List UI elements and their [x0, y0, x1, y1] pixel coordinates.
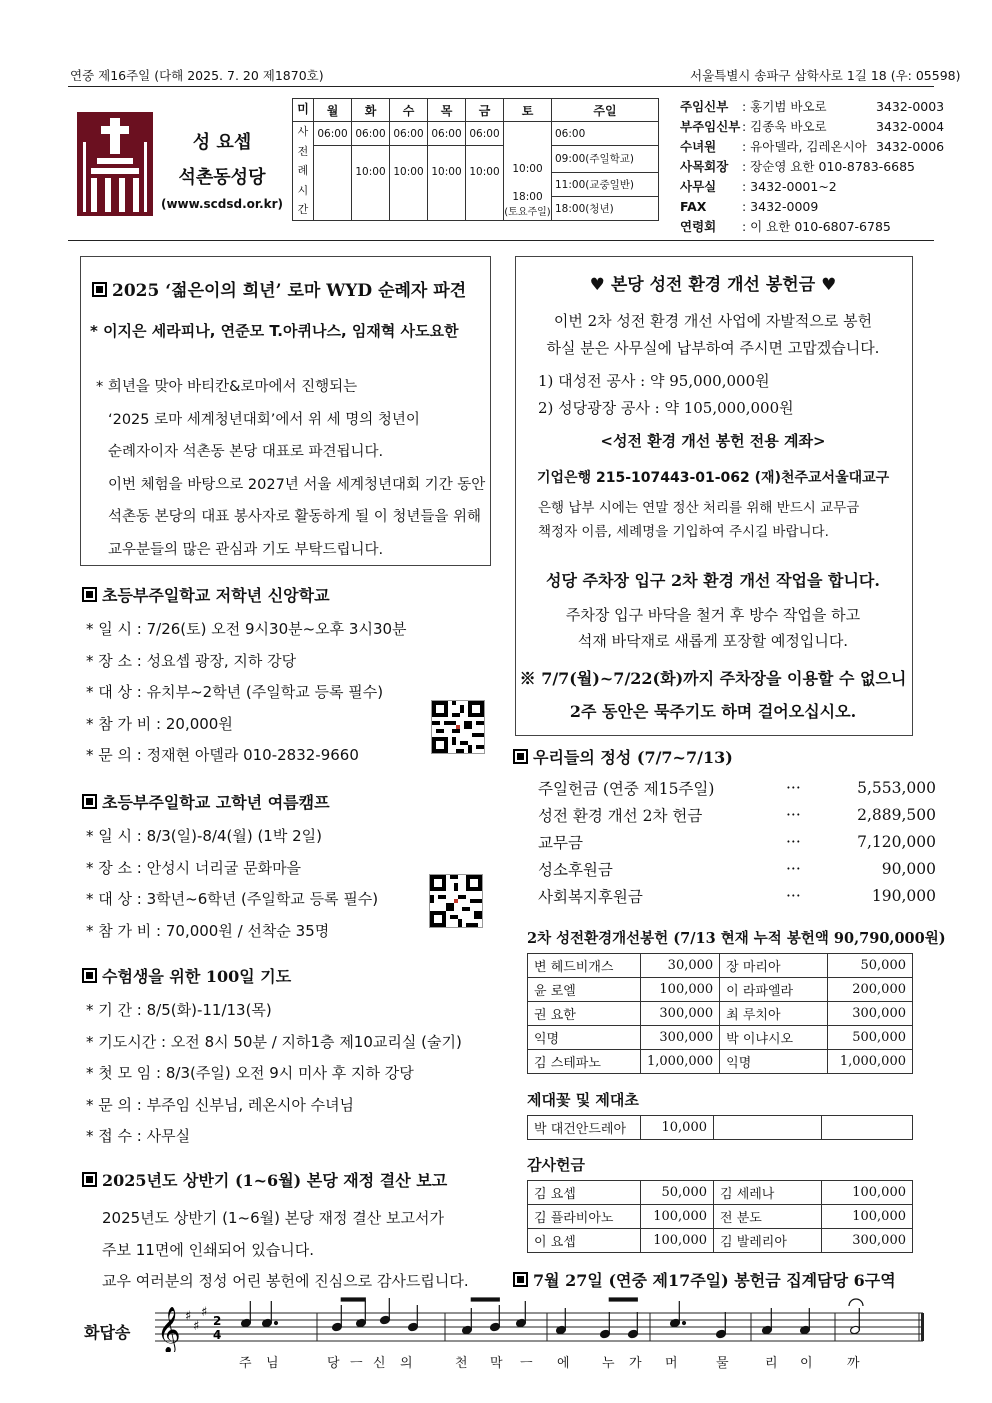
- parish-name-line2: 석촌동성당: [178, 167, 266, 188]
- parish-name-line1: 성 요셉: [192, 132, 252, 153]
- mass-tue-10: 10:00: [352, 146, 390, 221]
- staff-row: 사무실 : 3432-0001~2: [680, 179, 837, 194]
- table-row: 김 요셉 50,000 김 세레나 100,000: [528, 1181, 913, 1205]
- svg-text:2: 2: [213, 1314, 222, 1328]
- note-beam: [341, 1298, 365, 1301]
- day-wed: 수: [390, 99, 428, 122]
- note-dot: [275, 1322, 278, 1325]
- altar-title: 제대꽃 및 제대초: [527, 1091, 639, 1109]
- offering-row: 성전 환경 개선 2차 헌금 ··· 2,889,500: [538, 805, 936, 825]
- mass-thu-10: 10:00: [428, 146, 466, 221]
- note-beam: [471, 1298, 499, 1301]
- day-thu: 목: [428, 99, 466, 122]
- fermata-icon: [849, 1299, 863, 1306]
- mass-wed-am: 06:00: [390, 122, 428, 146]
- thanks-title: 감사헌금: [527, 1156, 585, 1174]
- finance-report-title: 2025년도 상반기 (1~6월) 본당 재정 결산 보고: [82, 1168, 447, 1191]
- donations-title: 2차 성전환경개선봉헌 (7/13 현재 누적 봉헌액 90,790,000원): [527, 930, 946, 947]
- square-bullet-icon: [82, 794, 97, 809]
- account-note: 은행 납부 시에는 연말 정산 처리를 위해 반드시 교무금 책정자 이름, 세례명을 기입하여 주시길 바랍니다.: [538, 500, 860, 540]
- staff-row: 수녀원 : 유아델라, 김레온시아 3432-0006: [680, 139, 945, 154]
- table-row: 권 요한 300,000 최 루치아 300,000: [528, 1002, 913, 1026]
- mass-label-top: 미: [293, 99, 314, 122]
- donations-table: [527, 953, 913, 1074]
- mass-label-vertical: 사 전 례 시 간: [293, 122, 314, 221]
- collection-duty-title: 7월 27일 (연중 제17주일) 봉헌금 집계담당 6구역: [513, 1268, 896, 1291]
- mass-sun-18: 18:00(청년): [552, 196, 659, 220]
- mass-fri-am: 06:00: [466, 122, 504, 146]
- issue-info: 연중 제16주일 (다해 2025. 7. 20 제1870호): [70, 68, 324, 83]
- parish-address: 서울특별시 송파구 삼학사로 1길 18 (우: 05598): [690, 68, 961, 83]
- square-bullet-icon: [513, 749, 528, 764]
- wyd-title: 2025 ‘젊은이의 희년’ 로마 WYD 순례자 파견: [92, 276, 466, 301]
- svg-text:♯: ♯: [201, 1305, 208, 1320]
- parking-title: 성당 주차장 입구 2차 환경 개선 작업을 합니다.: [546, 571, 880, 590]
- table-row: 익명 300,000 박 이냐시오 500,000: [528, 1026, 913, 1050]
- parking-body: 주차장 입구 바닥을 철거 후 방수 작업을 하고 석재 바닥재로 새롭게 포장할 예정입니다.: [565, 606, 861, 650]
- day-sat: 토: [504, 99, 552, 122]
- svg-text:♯: ♯: [193, 1319, 200, 1334]
- table-row: 김 스테파노 1,000,000 익명 1,000,000: [528, 1050, 913, 1074]
- staff-row: 주임신부 : 홍기범 바오로 3432-0003: [680, 99, 945, 114]
- env-title: ♥ 본당 성전 환경 개선 봉헌금 ♥: [589, 275, 837, 295]
- offering-row: 교무금 ··· 7,120,000: [538, 832, 936, 852]
- mass-fri-10: 10:00: [466, 146, 504, 221]
- staff-row: 부주임신부 : 김종욱 바오로 3432-0004: [680, 119, 945, 134]
- mass-wed-10: 10:00: [390, 146, 428, 221]
- exam-prayer-title: 수험생을 위한 100일 기도: [82, 964, 291, 987]
- square-bullet-icon: [82, 968, 97, 983]
- table-row: 박 대건안드레아 10,000: [528, 1116, 913, 1140]
- school-low-details: * 일 시 : 7/26(토) 오전 9시30분~오후 3시30분 * 장 소 : 성요셉 광장, 지하 강당 * 대 상 : 유치부~2학년 (주일학교 등록 필수) * 참 가 비 : 20,000원 * 문 의 : 정재현 아델라 010-2832-9660: [86, 620, 407, 764]
- note-beam: [609, 1298, 637, 1301]
- qr-code-icon[interactable]: [429, 874, 483, 928]
- env-intro: 이번 2차 성전 환경 개선 사업에 자발적으로 봉헌 하실 분은 사무실에 납부하여 주시면 고맙겠습니다.: [546, 312, 880, 357]
- mass-mon-col: [314, 146, 352, 221]
- exam-prayer-details: * 기 간 : 8/5(화)-11/13(목) * 기도시간 : 오전 8시 50분 / 지하1층 제10교리실 (술기) * 첫 모 임 : 8/3(주일) 오전 9시 미사 후 지하 강당 * 문 의 : 부주임 신부님, 레온시아 수녀님 * 접 수 : 사무실: [86, 1001, 462, 1145]
- note-dot: [683, 1322, 686, 1325]
- psalm-lyrics: 주 님 당 ㅡ 신 의 천 막 ㅡ 에 누 가 머 물 리 이 까: [239, 1356, 860, 1371]
- account-title: <성전 환경 개선 봉헌 전용 계좌>: [600, 432, 826, 450]
- offering-row: 사회복지후원금 ··· 190,000: [538, 886, 936, 906]
- table-row: 이 요셉 100,000 김 발레리아 300,000: [528, 1229, 913, 1253]
- wyd-names: * 이지은 세라피나, 연준모 T.아퀴나스, 임재혁 사도요한: [90, 322, 459, 340]
- mass-schedule-table: [292, 98, 659, 221]
- square-bullet-icon: [82, 587, 97, 602]
- mass-sun-11: 11:00(교중일반): [552, 172, 659, 196]
- day-fri: 금: [466, 99, 504, 122]
- day-mon: 월: [314, 99, 352, 122]
- svg-text:4: 4: [213, 1328, 222, 1342]
- square-bullet-icon: [513, 1272, 528, 1287]
- square-bullet-icon: [92, 282, 107, 297]
- svg-text:♯: ♯: [185, 1309, 192, 1324]
- parking-warning-1: ※ 7/7(월)~7/22(화)까지 주차장을 이용할 수 없으니: [519, 669, 907, 688]
- offering-row: 주일헌금 (연중 제15주일) ··· 5,553,000: [538, 778, 936, 798]
- qr-code-icon[interactable]: [431, 700, 485, 754]
- header-rule-top: [68, 86, 934, 87]
- table-row: 변 헤드비개스 30,000 장 마리아 50,000: [528, 954, 913, 978]
- staff-directory: [680, 97, 944, 237]
- parish-logo: [77, 112, 153, 216]
- offering-row: 성소후원금 ··· 90,000: [538, 859, 936, 879]
- table-row: 김 플라비아노 100,000 전 분도 100,000: [528, 1205, 913, 1229]
- psalm-music-staff: [155, 1296, 930, 1352]
- thanks-table: [527, 1180, 913, 1253]
- day-sun: 주일: [552, 99, 659, 122]
- school-high-title: 초등부주일학교 고학년 여름캠프: [82, 790, 330, 813]
- mass-mon-am: 06:00: [314, 122, 352, 146]
- square-bullet-icon: [82, 1172, 97, 1187]
- mass-tue-am: 06:00: [352, 122, 390, 146]
- header-rule-bottom: [68, 240, 934, 241]
- env-costs: 1) 대성전 공사 : 약 95,000,000원 2) 성당광장 공사 : 약 105,000,000원: [538, 372, 794, 417]
- parking-warning-2: 2주 동안은 묵주기도 하며 걸어오십시오.: [569, 702, 857, 721]
- psalm-label: 화답송: [84, 1323, 131, 1342]
- school-low-title: 초등부주일학교 저학년 신앙학교: [82, 583, 330, 606]
- account-number: 기업은행 215-107443-01-062 (재)천주교서울대교구: [537, 470, 890, 486]
- finance-report-body: 2025년도 상반기 (1~6월) 본당 재정 결산 보고서가 주보 11면에 인쇄되어 있습니다. 교우 여러분의 정성 어린 봉헌에 진심으로 감사드립니다.: [102, 1209, 469, 1290]
- mass-sat-col: 10:00 18:00 (토요주일): [504, 122, 552, 221]
- school-high-details: * 일 시 : 8/3(일)-8/4(월) (1박 2일) * 장 소 : 안성시 너리굴 문화마을 * 대 상 : 3학년~6학년 (주일학교 등록 필수) * 참 가 비 : 70,000원 / 선착순 35명: [86, 827, 379, 940]
- altar-table: [527, 1115, 913, 1140]
- parish-url[interactable]: (www.scdsd.or.kr): [160, 197, 284, 211]
- offerings-title: 우리들의 정성 (7/7~7/13): [513, 745, 733, 768]
- staff-row: 사목회장 : 장순영 요한 010-8783-6685: [680, 159, 916, 174]
- table-row: 윤 로엘 100,000 이 라파엘라 200,000: [528, 978, 913, 1002]
- day-tue: 화: [352, 99, 390, 122]
- mass-sun-9: 09:00(주일학교): [552, 146, 659, 173]
- wyd-body: * 희년을 맞아 바티칸&로마에서 진행되는 ‘2025 로마 세계청년대회’에서 위 세 명의 청년이 순례자이자 석촌동 본당 대표로 파견됩니다. 이번 체험을 바탕으로 2027년 서울 세계청년대회 기간 동안 석촌동 본당의 대표 봉사자로 활동하게 될 이 청년들을 위해 교우분들의 많은 관심과 기도 부탁드립니다.: [96, 379, 486, 558]
- treble-clef-icon: 𝄞: [157, 1307, 181, 1352]
- staff-row: FAX : 3432-0009: [680, 199, 819, 214]
- mass-sun-am: 06:00: [552, 122, 659, 146]
- mass-thu-am: 06:00: [428, 122, 466, 146]
- staff-row: 연령회 : 이 요한 010-6807-6785: [680, 219, 891, 234]
- offerings-list: [538, 774, 936, 909]
